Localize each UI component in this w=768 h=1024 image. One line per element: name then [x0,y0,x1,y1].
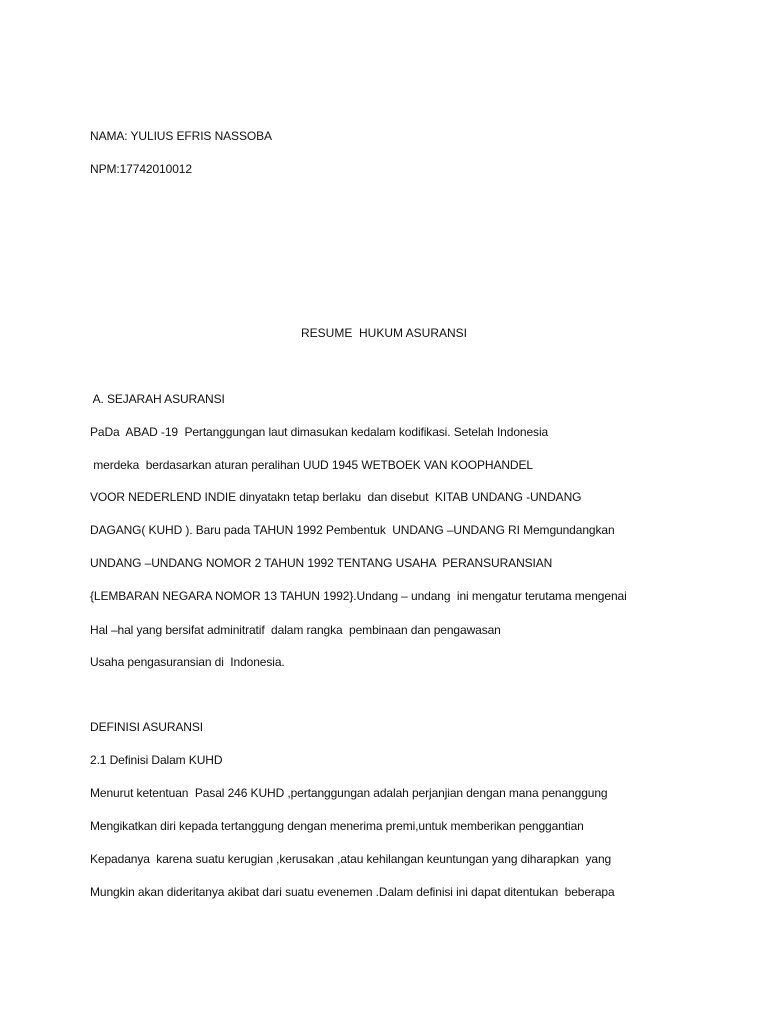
definition-line: Mengikatkan diri kepada tertanggung dengan menerima premi,untuk memberikan penggantian [90,819,584,833]
definition-heading: DEFINISI ASURANSI [90,720,203,734]
section-a-line: UNDANG –UNDANG NOMOR 2 TAHUN 1992 TENTANG USAHA PERANSURANSIAN [90,556,553,570]
section-a-line: Usaha pengasuransian di Indonesia. [90,655,285,669]
section-a-line: DAGANG( KUHD ). Baru pada TAHUN 1992 Pembentuk UNDANG –UNDANG RI Memgundangkan [90,523,615,537]
section-a-heading: A. SEJARAH ASURANSI [90,392,225,406]
document-title: RESUME HUKUM ASURANSI [300,326,468,340]
definition-subheading: 2.1 Definisi Dalam KUHD [90,753,223,767]
section-a-line: VOOR NEDERLEND INDIE dinyatakn tetap berlaku dan disebut KITAB UNDANG -UNDANG [90,490,582,504]
section-a-line: Hal –hal yang bersifat adminitratif dalam rangka pembinaan dan pengawasan [90,623,501,637]
section-a-line: merdeka berdasarkan aturan peralihan UUD 1945 WETBOEK VAN KOOPHANDEL [90,458,533,472]
section-a-line: PaDa ABAD -19 Pertanggungan laut dimasukan kedalam kodifikasi. Setelah Indonesia [90,425,549,439]
definition-line: Kepadanya karena suatu kerugian ,kerusakan ,atau kehilangan keuntungan yang diharapkan yang [90,852,612,866]
definition-line: Menurut ketentuan Pasal 246 KUHD ,pertanggungan adalah perjanjian dengan mana penanggung [90,786,608,800]
definition-line: Mungkin akan dideritanya akibat dari suatu evenemen .Dalam definisi ini dapat ditentukan beberapa [90,885,615,899]
section-a-line: {LEMBARAN NEGARA NOMOR 13 TAHUN 1992}.Undang – undang ini mengatur terutama mengenai [90,589,627,603]
student-npm: NPM:17742010012 [90,162,192,176]
student-name: NAMA: YULIUS EFRIS NASSOBA [90,129,272,143]
